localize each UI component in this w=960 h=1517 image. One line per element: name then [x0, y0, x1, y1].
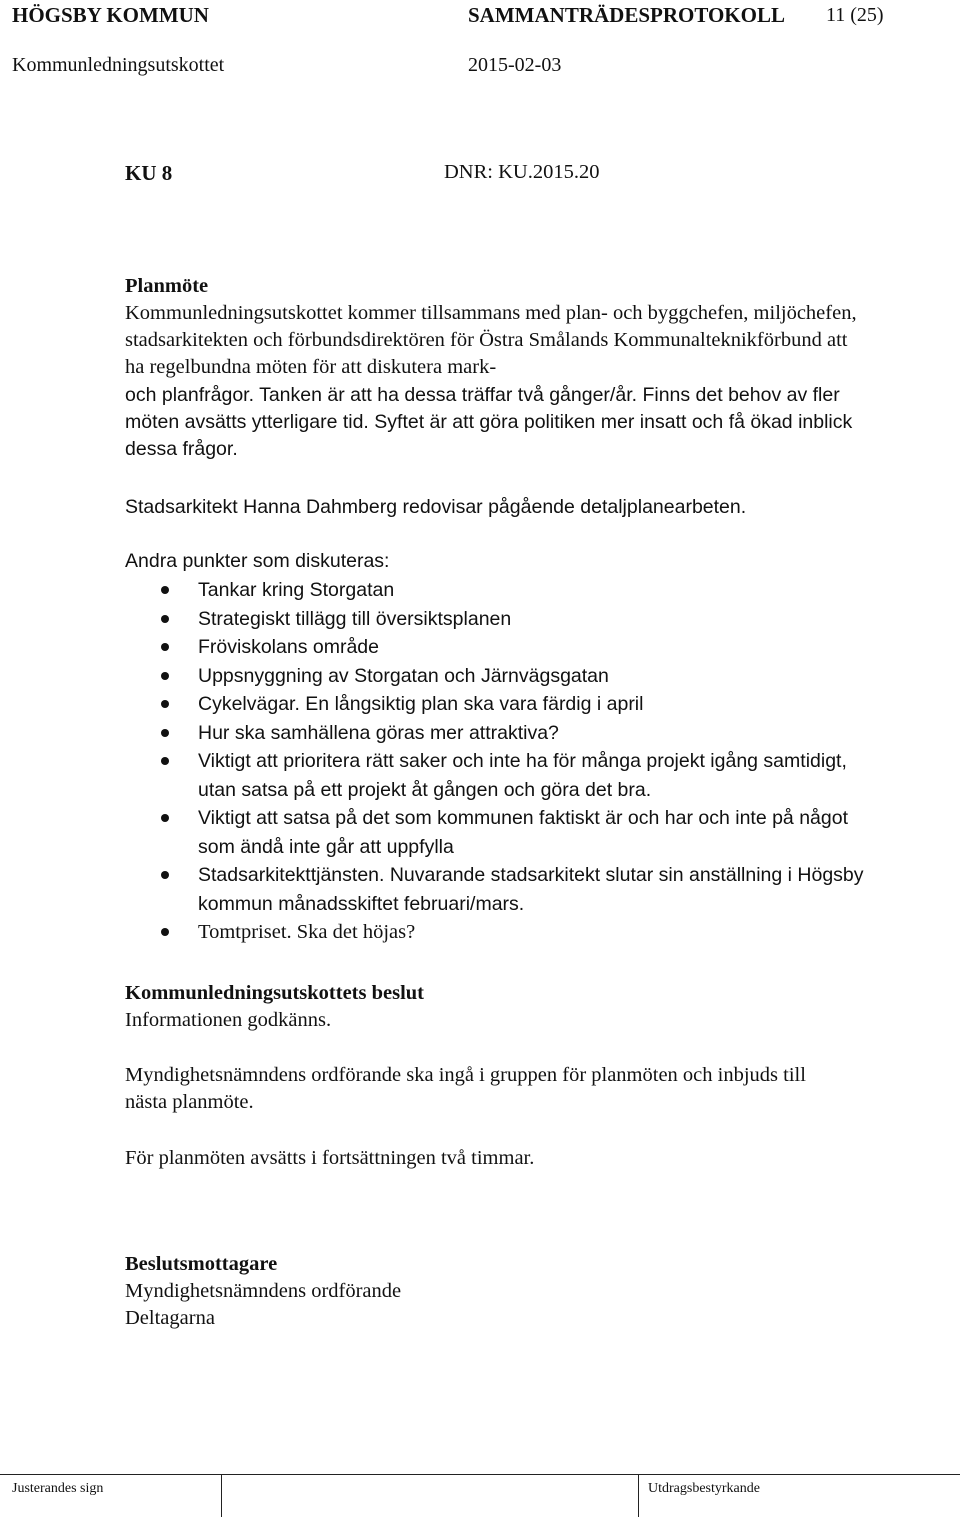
list-item: Strategiskt tillägg till översiktsplanen: [150, 605, 870, 634]
bullet-icon: [161, 700, 169, 708]
bullet-icon: [161, 871, 169, 879]
footer-divider: [0, 1474, 960, 1475]
section-title: Planmöte: [125, 275, 209, 297]
bullet-icon: [161, 643, 169, 651]
list-item: Stadsarkitekttjänsten. Nuvarande stadsarkitekt slutar sin anställning i Högsby kommun månadsskiftet februari/mars.: [150, 861, 870, 918]
decision-block: [125, 980, 865, 1034]
list-item: Tomtpriset. Ska det höjas?: [150, 918, 870, 947]
page-number: 11 (25): [826, 4, 884, 26]
bullet-icon: [161, 729, 169, 737]
footer-certification-label: Utdragsbestyrkande: [648, 1481, 760, 1496]
case-dnr: DNR: KU.2015.20: [444, 161, 600, 183]
bullet-icon: [161, 672, 169, 680]
section-paragraph-sans: och planfrågor. Tanken är att ha dessa träffar två gånger/år. Finns det behov av fler möten avsätts ytterligare tid. Syftet är att göra politiken mer insatt och få ökad inblick dessa frågor.: [125, 384, 853, 460]
presentation-text: Stadsarkitekt Hanna Dahmberg redovisar pågående detaljplanearbeten.: [125, 496, 747, 518]
footer-signature-label: Justerandes sign: [12, 1481, 104, 1496]
discussion-points: [150, 576, 870, 947]
bullet-icon: [161, 928, 169, 936]
recipients-title: Beslutsmottagare: [125, 1253, 278, 1275]
list-item: Uppsnyggning av Storgatan och Järnvägsgatan: [150, 662, 870, 691]
list-item: Hur ska samhällena göras mer attraktiva?: [150, 719, 870, 748]
list-item: Viktigt att prioritera rätt saker och inte ha för många projekt igång samtidigt, utan satsa på ett projekt åt gången och göra det bra.: [150, 747, 870, 804]
municipality-name: HÖGSBY KOMMUN: [12, 3, 209, 27]
footer-separator: [638, 1474, 639, 1517]
section-body: [125, 273, 865, 381]
bullet-icon: [161, 586, 169, 594]
points-intro: Andra punkter som diskuteras:: [125, 550, 390, 572]
list-item: Viktigt att satsa på det som kommunen faktiskt är och har och inte på något som ändå inte går att uppfylla: [150, 804, 870, 861]
list-item: Cykelvägar. En långsiktig plan ska vara färdig i april: [150, 690, 870, 719]
decision-text-3: För planmöten avsätts i fortsättningen två timmar.: [125, 1147, 535, 1169]
decision-text-1: Informationen godkänns.: [125, 1009, 332, 1031]
recipient-item: Deltagarna: [125, 1307, 215, 1329]
meeting-date: 2015-02-03: [468, 54, 562, 76]
decision-text-2: Myndighetsnämndens ordförande ska ingå i gruppen för planmöten och inbjuds till nästa planmöte.: [125, 1064, 806, 1113]
bullet-icon: [161, 757, 169, 765]
section-paragraph-serif: Kommunledningsutskottet kommer tillsammans med plan- och byggchefen, miljöchefen, stadsarkitekten och förbundsdirektören för Östra Smålands Kommunalteknikförbund att ha regelbundna möten för att diskutera mark-: [125, 302, 857, 378]
bullet-icon: [161, 814, 169, 822]
recipient-item: Myndighetsnämndens ordförande: [125, 1280, 402, 1302]
footer-separator: [221, 1474, 222, 1517]
case-number: KU 8: [125, 161, 173, 185]
list-item: Tankar kring Storgatan: [150, 576, 870, 605]
bullet-icon: [161, 615, 169, 623]
document-type: SAMMANTRÄDESPROTOKOLL: [468, 3, 785, 27]
recipients-block: [125, 1251, 865, 1332]
decision-title: Kommunledningsutskottets beslut: [125, 982, 425, 1004]
list-item: Fröviskolans område: [150, 633, 870, 662]
committee-name: Kommunledningsutskottet: [12, 54, 225, 76]
